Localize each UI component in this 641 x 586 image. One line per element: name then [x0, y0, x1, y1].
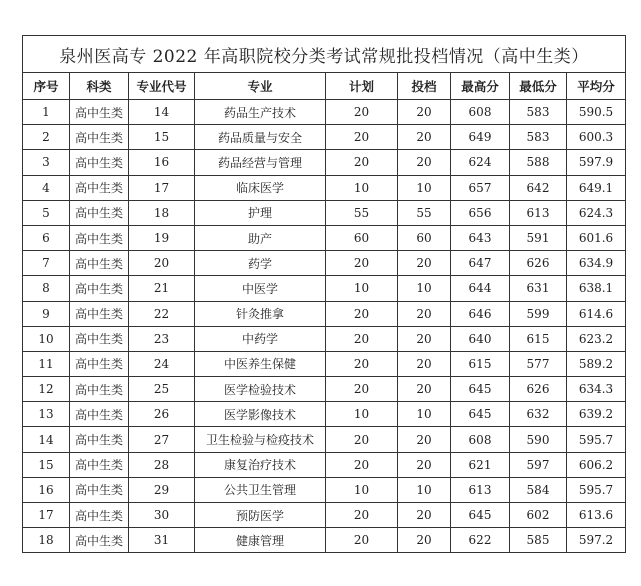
cell-min-score: 599 — [510, 301, 567, 326]
cell-min-score: 577 — [510, 351, 567, 376]
header-admitted: 投档 — [398, 73, 451, 100]
cell-plan: 20 — [326, 351, 398, 376]
cell-index: 16 — [23, 477, 70, 502]
cell-major-code: 25 — [129, 377, 195, 402]
cell-max-score: 646 — [451, 301, 510, 326]
cell-admitted: 20 — [398, 351, 451, 376]
table-row — [23, 477, 626, 502]
cell-major: 中药学 — [195, 326, 326, 351]
cell-admitted: 20 — [398, 150, 451, 175]
cell-min-score: 632 — [510, 402, 567, 427]
cell-min-score: 590 — [510, 427, 567, 452]
cell-plan: 10 — [326, 276, 398, 301]
cell-category: 高中生类 — [70, 326, 129, 351]
cell-major: 卫生检验与检疫技术 — [195, 427, 326, 452]
cell-major: 助产 — [195, 225, 326, 250]
cell-plan: 20 — [326, 301, 398, 326]
cell-max-score: 657 — [451, 175, 510, 200]
cell-index: 17 — [23, 503, 70, 528]
cell-major-code: 31 — [129, 528, 195, 553]
cell-max-score: 645 — [451, 402, 510, 427]
cell-index: 10 — [23, 326, 70, 351]
cell-plan: 20 — [326, 100, 398, 125]
cell-category: 高中生类 — [70, 225, 129, 250]
cell-major: 康复治疗技术 — [195, 452, 326, 477]
cell-major-code: 24 — [129, 351, 195, 376]
cell-major: 药品经营与管理 — [195, 150, 326, 175]
cell-avg-score: 595.7 — [567, 427, 626, 452]
cell-index: 11 — [23, 351, 70, 376]
cell-min-score: 602 — [510, 503, 567, 528]
cell-admitted: 60 — [398, 225, 451, 250]
cell-major: 护理 — [195, 200, 326, 225]
cell-avg-score: 601.6 — [567, 225, 626, 250]
cell-major-code: 27 — [129, 427, 195, 452]
cell-min-score: 584 — [510, 477, 567, 502]
cell-category: 高中生类 — [70, 377, 129, 402]
cell-avg-score: 595.7 — [567, 477, 626, 502]
cell-index: 13 — [23, 402, 70, 427]
cell-index: 8 — [23, 276, 70, 301]
cell-admitted: 20 — [398, 503, 451, 528]
cell-major-code: 29 — [129, 477, 195, 502]
cell-major: 预防医学 — [195, 503, 326, 528]
table-row — [23, 301, 626, 326]
cell-category: 高中生类 — [70, 503, 129, 528]
cell-admitted: 20 — [398, 452, 451, 477]
table-row — [23, 100, 626, 125]
cell-index: 3 — [23, 150, 70, 175]
cell-avg-score: 589.2 — [567, 351, 626, 376]
cell-admitted: 20 — [398, 427, 451, 452]
table-row — [23, 326, 626, 351]
cell-avg-score: 597.9 — [567, 150, 626, 175]
cell-category: 高中生类 — [70, 528, 129, 553]
cell-max-score: 608 — [451, 100, 510, 125]
cell-admitted: 20 — [398, 377, 451, 402]
cell-min-score: 642 — [510, 175, 567, 200]
cell-category: 高中生类 — [70, 477, 129, 502]
cell-max-score: 622 — [451, 528, 510, 553]
header-plan: 计划 — [326, 73, 398, 100]
cell-index: 5 — [23, 200, 70, 225]
cell-max-score: 624 — [451, 150, 510, 175]
cell-min-score: 597 — [510, 452, 567, 477]
cell-plan: 20 — [326, 427, 398, 452]
cell-category: 高中生类 — [70, 150, 129, 175]
cell-major: 针灸推拿 — [195, 301, 326, 326]
table-row — [23, 125, 626, 150]
cell-plan: 20 — [326, 326, 398, 351]
table-row — [23, 402, 626, 427]
table-row — [23, 276, 626, 301]
cell-plan: 20 — [326, 452, 398, 477]
cell-admitted: 20 — [398, 326, 451, 351]
cell-min-score: 583 — [510, 125, 567, 150]
cell-admitted: 55 — [398, 200, 451, 225]
cell-category: 高中生类 — [70, 276, 129, 301]
cell-max-score: 640 — [451, 326, 510, 351]
table-row — [23, 452, 626, 477]
cell-plan: 20 — [326, 125, 398, 150]
header-major-code: 专业代号 — [129, 73, 195, 100]
cell-avg-score: 649.1 — [567, 175, 626, 200]
header-major: 专业 — [195, 73, 326, 100]
cell-min-score: 631 — [510, 276, 567, 301]
table-row — [23, 528, 626, 553]
header-min-score: 最低分 — [510, 73, 567, 100]
cell-avg-score: 623.2 — [567, 326, 626, 351]
cell-major: 医学检验技术 — [195, 377, 326, 402]
cell-major-code: 28 — [129, 452, 195, 477]
cell-major-code: 20 — [129, 251, 195, 276]
cell-admitted: 20 — [398, 301, 451, 326]
table-row — [23, 427, 626, 452]
header-max-score: 最高分 — [451, 73, 510, 100]
cell-max-score: 656 — [451, 200, 510, 225]
cell-admitted: 10 — [398, 276, 451, 301]
cell-plan: 20 — [326, 251, 398, 276]
cell-min-score: 583 — [510, 100, 567, 125]
cell-category: 高中生类 — [70, 200, 129, 225]
cell-major-code: 30 — [129, 503, 195, 528]
header-category: 科类 — [70, 73, 129, 100]
cell-index: 15 — [23, 452, 70, 477]
cell-max-score: 645 — [451, 503, 510, 528]
cell-index: 18 — [23, 528, 70, 553]
cell-category: 高中生类 — [70, 452, 129, 477]
cell-category: 高中生类 — [70, 100, 129, 125]
cell-avg-score: 614.6 — [567, 301, 626, 326]
table-row — [23, 251, 626, 276]
cell-major-code: 18 — [129, 200, 195, 225]
cell-category: 高中生类 — [70, 351, 129, 376]
cell-min-score: 626 — [510, 251, 567, 276]
cell-index: 9 — [23, 301, 70, 326]
cell-major-code: 17 — [129, 175, 195, 200]
cell-major: 医学影像技术 — [195, 402, 326, 427]
cell-index: 6 — [23, 225, 70, 250]
cell-admitted: 20 — [398, 100, 451, 125]
header-row — [23, 73, 626, 100]
cell-max-score: 608 — [451, 427, 510, 452]
cell-max-score: 649 — [451, 125, 510, 150]
cell-category: 高中生类 — [70, 251, 129, 276]
cell-plan: 20 — [326, 503, 398, 528]
cell-major-code: 19 — [129, 225, 195, 250]
cell-plan: 10 — [326, 402, 398, 427]
table-row — [23, 351, 626, 376]
cell-major: 药品质量与安全 — [195, 125, 326, 150]
cell-min-score: 591 — [510, 225, 567, 250]
cell-avg-score: 597.2 — [567, 528, 626, 553]
cell-admitted: 20 — [398, 251, 451, 276]
cell-min-score: 615 — [510, 326, 567, 351]
cell-major: 健康管理 — [195, 528, 326, 553]
cell-plan: 20 — [326, 528, 398, 553]
cell-major-code: 14 — [129, 100, 195, 125]
cell-category: 高中生类 — [70, 301, 129, 326]
cell-admitted: 10 — [398, 175, 451, 200]
cell-major: 药学 — [195, 251, 326, 276]
table-row — [23, 377, 626, 402]
header-avg-score: 平均分 — [567, 73, 626, 100]
cell-major: 临床医学 — [195, 175, 326, 200]
table-row — [23, 200, 626, 225]
cell-admitted: 10 — [398, 477, 451, 502]
cell-plan: 10 — [326, 477, 398, 502]
cell-min-score: 585 — [510, 528, 567, 553]
cell-major-code: 21 — [129, 276, 195, 301]
cell-index: 7 — [23, 251, 70, 276]
cell-max-score: 643 — [451, 225, 510, 250]
cell-plan: 10 — [326, 175, 398, 200]
cell-major-code: 26 — [129, 402, 195, 427]
cell-min-score: 588 — [510, 150, 567, 175]
cell-index: 2 — [23, 125, 70, 150]
cell-avg-score: 634.9 — [567, 251, 626, 276]
cell-major-code: 16 — [129, 150, 195, 175]
cell-category: 高中生类 — [70, 125, 129, 150]
cell-major-code: 15 — [129, 125, 195, 150]
cell-max-score: 645 — [451, 377, 510, 402]
cell-category: 高中生类 — [70, 402, 129, 427]
cell-plan: 55 — [326, 200, 398, 225]
admission-score-table — [22, 35, 626, 553]
cell-major-code: 22 — [129, 301, 195, 326]
cell-index: 1 — [23, 100, 70, 125]
cell-avg-score: 600.3 — [567, 125, 626, 150]
table-row — [23, 175, 626, 200]
cell-admitted: 10 — [398, 402, 451, 427]
cell-plan: 20 — [326, 377, 398, 402]
cell-plan: 20 — [326, 150, 398, 175]
table-row — [23, 150, 626, 175]
cell-avg-score: 634.3 — [567, 377, 626, 402]
cell-admitted: 20 — [398, 528, 451, 553]
cell-max-score: 644 — [451, 276, 510, 301]
cell-max-score: 613 — [451, 477, 510, 502]
cell-avg-score: 606.2 — [567, 452, 626, 477]
table-row — [23, 503, 626, 528]
cell-index: 4 — [23, 175, 70, 200]
cell-index: 12 — [23, 377, 70, 402]
cell-major-code: 23 — [129, 326, 195, 351]
cell-category: 高中生类 — [70, 427, 129, 452]
header-index: 序号 — [23, 73, 70, 100]
cell-min-score: 626 — [510, 377, 567, 402]
cell-min-score: 613 — [510, 200, 567, 225]
cell-avg-score: 638.1 — [567, 276, 626, 301]
cell-plan: 60 — [326, 225, 398, 250]
cell-max-score: 615 — [451, 351, 510, 376]
cell-major: 中医养生保健 — [195, 351, 326, 376]
cell-index: 14 — [23, 427, 70, 452]
table-row — [23, 225, 626, 250]
cell-max-score: 647 — [451, 251, 510, 276]
cell-category: 高中生类 — [70, 175, 129, 200]
cell-major: 公共卫生管理 — [195, 477, 326, 502]
table-title: 泉州医高专 2022 年高职院校分类考试常规批投档情况（高中生类） — [23, 36, 626, 73]
cell-avg-score: 624.3 — [567, 200, 626, 225]
cell-avg-score: 613.6 — [567, 503, 626, 528]
cell-max-score: 621 — [451, 452, 510, 477]
cell-avg-score: 639.2 — [567, 402, 626, 427]
cell-major: 中医学 — [195, 276, 326, 301]
cell-avg-score: 590.5 — [567, 100, 626, 125]
table-body — [23, 100, 626, 553]
cell-admitted: 20 — [398, 125, 451, 150]
title-row — [23, 36, 626, 73]
cell-major: 药品生产技术 — [195, 100, 326, 125]
